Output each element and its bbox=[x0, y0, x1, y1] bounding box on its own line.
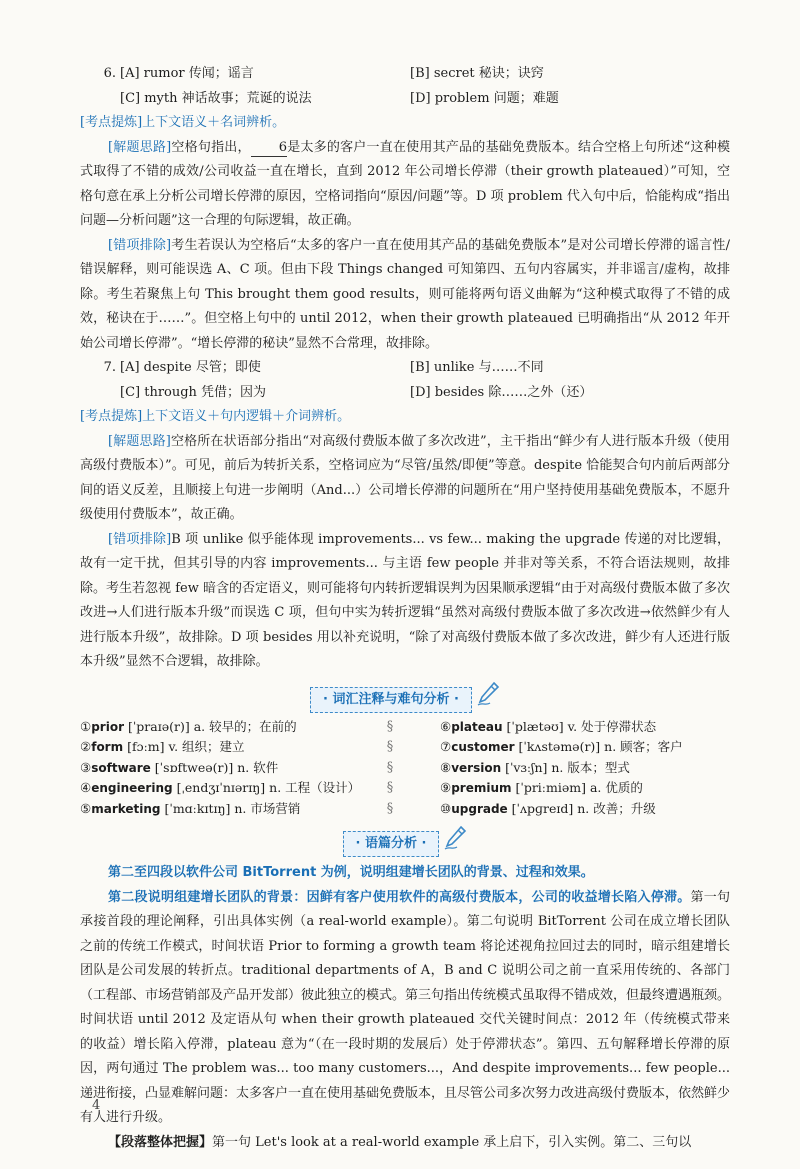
vocab-definition: [ˈplætəʊ] v. 处于停滞状态 bbox=[502, 718, 657, 734]
vocab-item bbox=[80, 799, 380, 820]
passage-overall-tag: 【段落整体把握】 bbox=[108, 1134, 213, 1150]
page-number: 4 bbox=[92, 1098, 101, 1113]
passage-headline-text: 第二至四段以软件公司 BitTorrent 为例，说明组建增长团队的背景、过程和效果。 bbox=[108, 865, 594, 880]
vocab-index: ⑩ bbox=[440, 800, 452, 816]
q6-option-c: [C] myth 神话故事；荒诞的说法 bbox=[120, 90, 312, 106]
q7-option-c: [C] through 凭借；因为 bbox=[120, 384, 267, 400]
passage-para2-bold: 第二段说明组建增长团队的背景：因鲜有客户使用软件的高级付费版本，公司的收益增长陷入停滞。 bbox=[108, 889, 691, 905]
q7-cuoxiang-tag: [错项排除] bbox=[108, 531, 172, 547]
vocab-word: marketing bbox=[91, 801, 161, 816]
vocab-item bbox=[80, 758, 380, 779]
passage-overall bbox=[80, 1131, 730, 1156]
vocab-index: ④ bbox=[80, 780, 92, 795]
passage-section-header bbox=[80, 825, 730, 855]
vocab-item bbox=[80, 778, 380, 799]
vocab-word: customer bbox=[451, 740, 515, 754]
q6-cuoxiang-tag: [错项排除] bbox=[108, 237, 172, 253]
q7-number: 7. bbox=[103, 360, 116, 375]
passage-section-title: · 语篇分析 · bbox=[343, 831, 440, 857]
vocab-index: ⑤ bbox=[80, 800, 92, 816]
q6-option-b: [B] secret 秘诀；诀窍 bbox=[410, 66, 544, 81]
vocab-section-title: · 词汇注释与难句分析 · bbox=[310, 687, 472, 713]
vocab-word: form bbox=[91, 740, 124, 754]
vocab-item bbox=[80, 717, 380, 738]
vocab-divider: § § § § § bbox=[386, 718, 394, 816]
q7-cuoxiang-text: B 项 unlike 似乎能体现 improvements... vs few... making the upgrade 传递的对比逻辑，故有一定干扰，但其引导的内容 improvements... 与主语 few people 并非对等关系，不符合语法规则，故排除。考生若忽视 few 暗含的否定语义，则可能将句内转折逻辑误判为因果顺承逻辑“由于对高级付费版本做了多次改进→人们进行版本升级”而误选 C 项，但句中实为转折逻辑“虽然对高级付费版本做了多次改进→依然鲜少有人进行版本升级”，故排除。D 项 besides 用以补充说明，“除了对高级付费版本做了多次改进，鲜少有人还进行版本升级”显然不合逻辑，故排除。 bbox=[80, 531, 730, 669]
q7-option-b: [B] unlike 与……不同 bbox=[410, 360, 544, 375]
q6-cuoxiang bbox=[80, 234, 730, 357]
vocab-index: ⑧ bbox=[440, 759, 452, 775]
vocab-item bbox=[440, 799, 730, 820]
q6-options-row-1 bbox=[80, 62, 730, 87]
vocab-definition: [ˈʌpɡreɪd] n. 改善；升级 bbox=[507, 800, 656, 816]
vocab-word: engineering bbox=[91, 781, 173, 795]
vocab-word: software bbox=[91, 760, 151, 775]
vocab-definition: [ˈvɜːʃn] n. 版本；型式 bbox=[501, 759, 630, 775]
q6-kaodian bbox=[80, 111, 730, 136]
vocab-definition: [fɔːm] v. 组织；建立 bbox=[123, 739, 245, 754]
q7-kaodian-tag: [考点提炼] bbox=[80, 409, 143, 424]
q6-options-row-2 bbox=[80, 87, 730, 112]
vocab-index: ③ bbox=[80, 759, 92, 775]
q6-cuoxiang-text: 考生若误认为空格后“太多的客户一直在使用其产品的基础免费版本”是对公司增长停滞的谣言性/错误解释，则可能误选 A、C 项。但由下段 Things changed 可知第四、五句内容属实，并非谣言/虚构，故排除。考生若聚焦上句 This brought them good results，则可能将两句语义曲解为“这种模式取得了不错的成效，秘诀在于……”。但空格上句中的 until 2012，when their growth plateaued 已明确指出“从 2012 年开始公司增长停滞”。“增长停滞的秘诀”显然不合常理，故排除。 bbox=[80, 237, 730, 351]
passage-overall-text: 第一句 Let's look at a real-world example 承上启下，引入实例。第二、三句以 bbox=[212, 1134, 692, 1150]
q6-option-d: [D] problem 问题；难题 bbox=[410, 90, 559, 106]
vocab-index: ⑨ bbox=[440, 780, 452, 795]
vocab-definition: [ˈsɒftweə(r)] n. 软件 bbox=[150, 759, 279, 775]
q7-jieti-text: 空格所在状语部分指出“对高级付费版本做了多次改进”，主干指出“鲜少有人进行版本升级（使用高级付费版本）”。可见，前后为转折关系，空格词应为“尽管/虽然/即便”等意。despite 恰能契合句内前后两部分间的语义反差，且顺接上句进一步阐明（And...）公司增长停滞的问题所在“用户坚持使用基础免费版本，不愿升级使用付费版本”，故正确。 bbox=[80, 433, 730, 522]
passage-para2 bbox=[80, 886, 730, 1131]
vocab-item bbox=[440, 737, 730, 758]
q6-option-a: [A] rumor 传闻；谣言 bbox=[120, 66, 254, 81]
vocab-definition: [ˈpriːmiəm] a. 优质的 bbox=[511, 780, 643, 795]
vocab-item bbox=[440, 778, 730, 799]
vocab-item bbox=[440, 758, 730, 779]
q7-options-row-2 bbox=[80, 381, 730, 406]
vocab-index: ⑥ bbox=[440, 718, 452, 734]
q7-kaodian-text: 上下文语义＋句内逻辑＋介词辨析。 bbox=[142, 409, 351, 424]
vocab-word: prior bbox=[91, 719, 125, 734]
q6-jieti-tag: [解题思路] bbox=[108, 139, 172, 155]
vocab-column-left bbox=[80, 717, 380, 820]
q6-jieti-post: 是太多的客户一直在使用其产品的基础免费版本。结合空格上句所述“这种模式取得了不错的成效/公司收益一直在增长，直到 2012 年公司增长停滞（their growth plateaued）”可知，空格句意在承上分析公司增长停滞的原因，空格词指向“原因/问题”等。D 项 problem 代入句中后，恰能构成“指出问题—分析问题”这一合理的句际逻辑，故正确。 bbox=[80, 139, 730, 228]
q6-blank: 6 bbox=[251, 140, 287, 157]
q7-option-a: [A] despite 尽管；即使 bbox=[120, 360, 261, 375]
q6-jieti-pre: 空格句指出， bbox=[171, 139, 251, 155]
pen-icon bbox=[443, 825, 467, 863]
vocab-index: ⑦ bbox=[440, 739, 452, 754]
vocab-definition: [ˈkʌstəmə(r)] n. 顾客；客户 bbox=[514, 739, 683, 754]
q7-kaodian bbox=[80, 405, 730, 430]
vocab-index: ① bbox=[80, 718, 92, 734]
vocab-list bbox=[80, 717, 730, 820]
q7-option-d: [D] besides 除……之外（还） bbox=[410, 384, 593, 400]
q6-kaodian-tag: [考点提炼] bbox=[80, 115, 143, 130]
passage-headline bbox=[80, 861, 730, 886]
vocab-column-right bbox=[400, 717, 730, 820]
vocab-definition: [ˈpraɪə(r)] a. 较早的；在前的 bbox=[124, 718, 297, 734]
vocab-item bbox=[80, 737, 380, 758]
vocab-index: ② bbox=[80, 739, 92, 754]
vocab-section-header bbox=[80, 681, 730, 711]
vocab-word: plateau bbox=[451, 719, 503, 734]
vocab-definition: [ˈmɑːkɪtɪŋ] n. 市场营销 bbox=[160, 800, 301, 816]
q7-jieti bbox=[80, 430, 730, 528]
pen-icon bbox=[476, 681, 500, 719]
q7-jieti-tag: [解题思路] bbox=[108, 433, 171, 449]
q6-number: 6. bbox=[103, 66, 116, 81]
vocab-item bbox=[440, 717, 730, 738]
passage-para2-text: 第一句承接首段的理论阐释，引出具体实例（a real-world example）。第二句说明 BitTorrent 公司在成立增长团队之前的传统工作模式，时间状语 Prior to forming a growth team 将论述视角拉回过去的同时，暗示组建增长团队是公司发展的转折点。traditional departments of A，B and C 说明公司之前一直采用传统的、各部门（工程部、市场营销部及产品开发部）彼此独立的模式。第三句指出传统模式虽取得不错成效，但最终遭遇瓶颈。时间状语 until 2012 及定语从句 when their growth plateaued 交代关键时间点：2012 年（传统模式带来的收益）增长陷入停滞，plateau 意为“（在一段时期的发展后）处于停滞状态”。第四、五句解释增长停滞的原因，两句通过 The problem was... too many customers...，And despite improvements... few people... 递进衔接，凸显难解问题：太多客户一直在使用基础免费版本，且尽管公司多次努力改进高级付费版本，依然鲜少有人进行升级。 bbox=[80, 889, 731, 1125]
vocab-word: version bbox=[451, 760, 502, 775]
q6-jieti bbox=[80, 136, 730, 234]
q7-cuoxiang bbox=[80, 528, 730, 675]
vocab-definition: [ˌendʒɪˈnɪərɪŋ] n. 工程（设计） bbox=[172, 780, 361, 795]
vocab-word: upgrade bbox=[451, 801, 508, 816]
q7-options-row-1 bbox=[80, 356, 730, 381]
vocab-word: premium bbox=[451, 781, 512, 795]
q6-kaodian-text: 上下文语义＋名词辨析。 bbox=[142, 115, 286, 130]
